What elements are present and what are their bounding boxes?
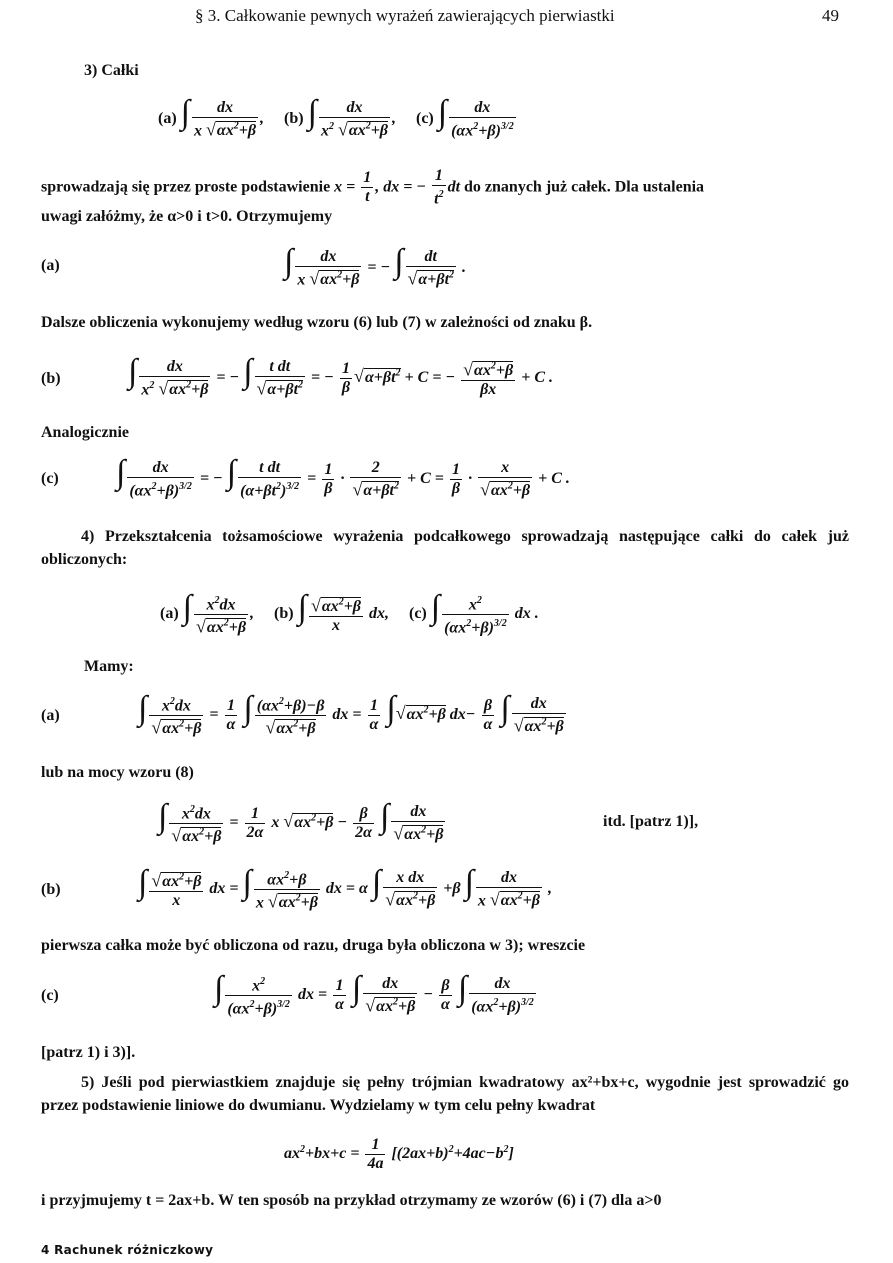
eq-4c-label: (c) [41, 987, 59, 1004]
eq-c-label: (c) [41, 470, 59, 487]
eq-4c: ∫ $\frac{x^2}{(\alpha x^2+\beta)^{3/2}}$ dx = $\frac{1}{\alpha}$ ∫ $\frac{dx}{√\alpha x^2+\beta}$ − $\frac{\beta}{\alpha}$ ∫ $\frac{dx}{(\alpha x^2+\beta)^{3/2}}$ [214, 970, 534, 1018]
eq-3a: ∫ $\frac{dx}{x √\alpha x^2+\beta}$ = − ∫ $\frac{dt}{√\alpha+\beta t^2}$ . [284, 243, 467, 288]
eq-4a-label: (a) [41, 707, 60, 724]
section-3-intro: sprowadzają się przez proste podstawienie x = $\frac{1}{t}$ , dx = − $\frac{1}{t^2}$ dt do znanych już całek. Dla ustalenia [41, 167, 705, 208]
eq-3b: ∫ $\frac{dx}{x^2 √\alpha x^2+\beta}$ = − ∫ $\frac{\text{t dt}}{√\alpha+\beta t^2}$ = − $\frac{1}{\beta}$ $√\alpha+\beta t^2 + C$ = − $\frac{√\alpha x^2+\beta}{\beta x}$ + C . [128, 353, 554, 398]
eq-4a-formula8: ∫ $\frac{x^2dx}{√\alpha x^2+\beta}$ = $\frac{1}{2\alpha}$ x $√\alpha x^2+\beta$ − $\frac{\beta}{2\alpha}$ ∫ $\frac{dx}{√\alpha x^2+\beta}$ [158, 798, 444, 846]
eq-b-label: (b) [41, 370, 61, 387]
eq-3c: ∫ $\frac{dx}{(\alpha x^2+\beta)^{3/2}}$ = − ∫ $\frac{\text{t dt}}{(\alpha+\beta t^2)^{3/2}}$ = $\frac{1}{\beta}$ · $\frac{2}{√\alpha+\beta t^2}$ + C = $\frac{1}{\beta}$ · $\frac{x}{√\alpha x^2+\beta}$ + C . [116, 454, 570, 499]
section-5-last: i przyjmujemy t = 2ax+b. W ten sposób na przykład otrzymamy ze wzorów (6) i (7) dla a>0 [41, 1192, 662, 1209]
running-header: § 3. Całkowanie pewnych wyrażeń zawierających pierwiastki [195, 6, 615, 25]
integrals-4-list: (a) ∫ $\frac{x^2dx}{√\alpha x^2+\beta}$ , (b) ∫ $\frac{√\alpha x^2+\beta}{x}$ dx, (c) ∫ $\frac{x^2}{(\alpha x^2+\beta)^{3/2}}$ dx . [160, 589, 539, 637]
section-3-after-a: Dalsze obliczenia wykonujemy według wzoru (6) lub (7) w zależności od znaku β. [41, 314, 593, 331]
section-5-intro: 5) Jeśli pod pierwiastkiem znajduje się pełny trójmian kwadratowy ax²+bx+c, wygodnie jest sprowadzić go przez podstawienie liniowe do dwumianu. Wydzielamy w tym celu pełny kwadrat [41, 1074, 849, 1114]
footer-signature: 4 Rachunek różniczkowy [41, 1243, 214, 1257]
page-number: 49 [822, 6, 839, 25]
section-4-patrz: [patrz 1) i 3)]. [41, 1044, 136, 1061]
section-3-heading: 3) Całki [84, 62, 139, 79]
integrals-3-list: (a) ∫ $\frac{dx}{x √\alpha x^2+\beta}$ , (b) ∫ $\frac{dx}{x^2 √\alpha x^2+\beta}$ , (c) ∫ $\frac{dx}{(\alpha x^2+\beta)^{3/2}}$ [158, 94, 514, 139]
section-4-lub: lub na mocy wzoru (8) [41, 764, 194, 781]
section-4-pierwsza: pierwsza całka może być obliczona od razu, druga była obliczona w 3); wreszcie [41, 937, 586, 954]
eq-a-label: (a) [41, 257, 60, 274]
section-3-assumption: uwagi załóżmy, że α>0 i t>0. Otrzymujemy [41, 208, 333, 225]
eq-4a: ∫ $\frac{x^2dx}{√\alpha x^2+\beta}$ = $\frac{1}{\alpha}$ ∫ $\frac{(\alpha x^2+\beta)-\beta}{√\alpha x^2+\beta}$ dx = $\frac{1}{\alpha}$ $\int√\alpha x^2+\beta$ dx− $\frac{\beta}{\alpha}$ ∫ $\frac{dx}{√\alpha x^2+\beta}$ [138, 690, 564, 738]
section-4-intro: 4) Przekształcenia tożsamościowe wyrażenia podcałkowego sprowadzają następujące całki do całek już obliczonych: [41, 528, 849, 568]
eq-5-square: $ax^2+bx+c$ = $\frac{1}{4a}$ $[(2ax+b)^2+4ac-b^2]$ [284, 1136, 514, 1172]
section-4-itd: itd. [patrz 1)], [603, 813, 699, 830]
eq-4b-label: (b) [41, 881, 61, 898]
section-4-mamy: Mamy: [84, 658, 134, 675]
eq-4b: ∫ $\frac{√\alpha x^2+\beta}{x}$ dx = ∫ $\frac{\alpha x^2+\beta}{x √\alpha x^2+\beta}$ dx = α ∫ $\frac{\text{x dx}}{√\alpha x^2+\beta}$ +β ∫ $\frac{dx}{x √\alpha x^2+\beta}$ , [138, 864, 552, 912]
section-3-analog: Analogicznie [41, 424, 129, 441]
